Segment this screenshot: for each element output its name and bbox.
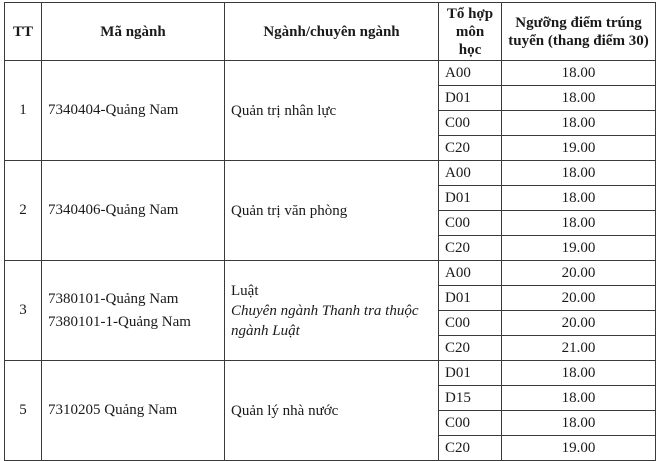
subject-combo: C00	[439, 111, 502, 136]
subject-combo: D01	[439, 286, 502, 311]
admission-score-table	[4, 2, 656, 461]
admission-table-container	[4, 2, 656, 461]
major-name: Quản lý nhà nước	[231, 402, 339, 419]
major-code: 7310205 Quảng Nam	[48, 402, 178, 418]
threshold-score: 19.00	[502, 236, 656, 261]
subject-combo: D15	[439, 386, 502, 411]
major-name: Quản trị nhân lực	[231, 102, 337, 119]
row-number: 2	[5, 161, 42, 261]
threshold-score: 20.00	[502, 311, 656, 336]
row-number: 3	[5, 261, 42, 361]
table-row	[5, 361, 656, 386]
subject-combo: D01	[439, 86, 502, 111]
subject-combo: D01	[439, 186, 502, 211]
subject-combo: C00	[439, 311, 502, 336]
subject-combo: A00	[439, 161, 502, 186]
major-code-cell	[42, 161, 225, 261]
specialization-name: Chuyên ngành Thanh tra thuộc ngành Luật	[231, 302, 419, 339]
major-name-cell	[225, 261, 439, 361]
table-row	[5, 261, 656, 286]
threshold-score: 18.00	[502, 111, 656, 136]
threshold-score: 19.00	[502, 136, 656, 161]
threshold-score: 19.00	[502, 436, 656, 461]
subject-combo: A00	[439, 261, 502, 286]
threshold-score: 18.00	[502, 361, 656, 386]
subject-combo: C20	[439, 336, 502, 361]
subject-combo: C20	[439, 136, 502, 161]
row-number: 5	[5, 361, 42, 461]
threshold-score: 18.00	[502, 161, 656, 186]
major-name-cell	[225, 161, 439, 261]
threshold-score: 18.00	[502, 61, 656, 86]
threshold-score: 20.00	[502, 286, 656, 311]
table-row	[5, 61, 656, 86]
major-code: 7380101-1-Quảng Nam	[48, 313, 191, 330]
subject-combo: C00	[439, 411, 502, 436]
threshold-score: 20.00	[502, 261, 656, 286]
major-code-cell	[42, 61, 225, 161]
threshold-score: 18.00	[502, 386, 656, 411]
subject-combo: C20	[439, 236, 502, 261]
subject-combo: C00	[439, 211, 502, 236]
table-body	[5, 61, 656, 461]
threshold-score: 18.00	[502, 86, 656, 111]
major-code-cell	[42, 261, 225, 361]
header-row	[5, 3, 656, 61]
major-name-cell	[225, 61, 439, 161]
row-number: 1	[5, 61, 42, 161]
subject-combo: A00	[439, 61, 502, 86]
table-row	[5, 161, 656, 186]
threshold-score: 18.00	[502, 411, 656, 436]
threshold-score: 21.00	[502, 336, 656, 361]
major-name: Luật	[231, 282, 259, 299]
header-major: Ngành/chuyên ngành	[225, 3, 439, 61]
major-name: Quản trị văn phòng	[231, 202, 348, 219]
header-tt: TT	[5, 3, 42, 61]
threshold-score: 18.00	[502, 211, 656, 236]
major-code: 7380101-Quảng Nam	[48, 290, 179, 307]
major-code-cell	[42, 361, 225, 461]
major-code: 7340406-Quảng Nam	[48, 202, 179, 218]
header-code: Mã ngành	[42, 3, 225, 61]
subject-combo: C20	[439, 436, 502, 461]
threshold-score: 18.00	[502, 186, 656, 211]
header-score: Ngưỡng điểm trúng tuyển (thang điểm 30)	[502, 3, 656, 61]
subject-combo: D01	[439, 361, 502, 386]
major-name-cell	[225, 361, 439, 461]
major-code: 7340404-Quảng Nam	[48, 102, 179, 118]
header-combo: Tổ hợp môn học	[439, 3, 502, 61]
